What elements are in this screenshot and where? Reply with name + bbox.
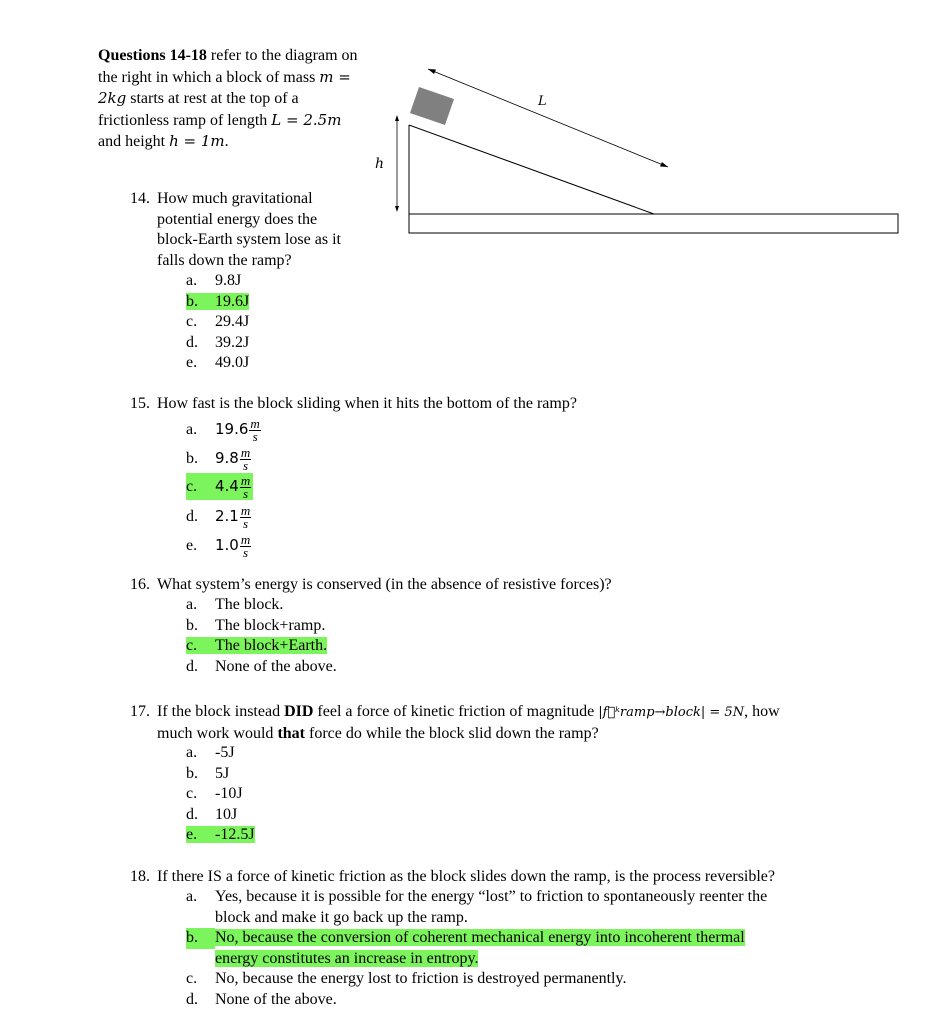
question-14	[130, 189, 357, 271]
q16-options	[186, 595, 337, 677]
intro-lead: Questions 14-18	[98, 47, 207, 64]
question-17: 17. If the block instead DID feel a force of kinetic friction of magnitude |f⃗ᵏramp→block| = 5N, how much work would that force do while the block slid down the ramp?	[130, 703, 780, 742]
option-b[interactable]	[186, 292, 249, 313]
option-b[interactable]: b. The block+ramp.	[186, 616, 326, 634]
correct-highlight: c. 4.4 $\frac{m}{s}$	[186, 473, 253, 500]
correct-highlight: c. The block+Earth.	[186, 637, 328, 654]
option-b[interactable]: b. 9.8 $\frac{m}{s}$	[186, 444, 251, 473]
q17-options	[186, 743, 255, 846]
option-c[interactable]	[186, 472, 261, 502]
question-number: 18.	[130, 868, 150, 885]
option-d[interactable]: d. 2.1 $\frac{m}{s}$	[186, 502, 251, 531]
option-d[interactable]: d. 10J	[186, 805, 238, 823]
question-15	[130, 394, 577, 415]
correct-highlight: b. 19.6J	[186, 292, 250, 310]
question-text: How fast is the block sliding when it hits the bottom of the ramp?	[157, 395, 577, 412]
height-arrow-head-bottom	[395, 206, 399, 212]
friction-expr: |f⃗ᵏramp→block| = 5N	[598, 705, 745, 720]
intro-paragraph: Questions 14-18 refer to the diagram on the right in which a block of mass m = 2kg starts at rest at the top of a frictionless ramp of length L = 2.5m and height h = 1m.	[98, 47, 358, 150]
ramp-incline	[409, 125, 654, 214]
height-label: h	[375, 156, 385, 172]
question-text: What system’s energy is conserved (in the absence of resistive forces)?	[157, 576, 612, 593]
option-c[interactable]: c. No, because the energy lost to friction is destroyed permanently.	[186, 970, 627, 987]
q14-options	[186, 271, 249, 374]
option-b[interactable]: b. No, because the conversion of coherent mechanical energy into incoherent thermal energy constitutes an increase in entropy.	[186, 929, 745, 967]
option-a[interactable]: a. 19.6 $\frac{m}{s}$	[186, 415, 260, 444]
option-a[interactable]: a. Yes, because it is possible for the energy “lost” to friction to spontaneously reenter the block and make it go back up the ramp.	[186, 888, 768, 926]
mass-expr: m = 2kg	[98, 67, 351, 107]
length-arrow-line	[428, 69, 668, 167]
height-expr: h = 1m	[169, 132, 225, 150]
question-number: 14.	[130, 190, 150, 207]
correct-highlight: e. -12.5J	[186, 826, 255, 843]
q15-options	[186, 414, 261, 560]
question-number: 16.	[130, 576, 150, 593]
option-d[interactable]: d. None of the above.	[186, 657, 337, 675]
ramp-diagram	[370, 55, 910, 240]
option-c[interactable]: c. -10J	[186, 785, 243, 802]
q18-options	[186, 887, 767, 1010]
question-number: 17.	[130, 703, 150, 720]
question-16	[130, 575, 612, 596]
option-b[interactable]: b. 5J	[186, 764, 230, 782]
option-a[interactable]: a. The block.	[186, 596, 284, 613]
question-text: If there IS a force of kinetic friction as the block slides down the ramp, is the process reversible?	[157, 868, 776, 885]
option-e[interactable]	[186, 825, 255, 846]
question-number: 15.	[130, 395, 150, 412]
length-arrow-head-left	[428, 69, 436, 74]
length-arrow-head-right	[660, 162, 668, 167]
option-e[interactable]: e. 1.0 $\frac{m}{s}$	[186, 531, 251, 560]
option-d[interactable]: d. None of the above.	[186, 990, 337, 1008]
ground	[409, 214, 898, 233]
option-e[interactable]: e. 49.0J	[186, 354, 250, 371]
question-text: How much gravitational potential energy does the block-Earth system lose as it falls down the ramp?	[157, 190, 341, 269]
length-expr: L = 2.5m	[271, 110, 342, 129]
block	[410, 87, 454, 125]
option-a[interactable]: a. 9.8J	[186, 272, 242, 289]
option-c[interactable]	[186, 636, 337, 657]
height-arrow-head-top	[395, 115, 399, 121]
option-c[interactable]: c. 29.4J	[186, 313, 250, 330]
question-18	[130, 867, 775, 888]
length-label: L	[538, 94, 547, 109]
option-a[interactable]: a. -5J	[186, 744, 235, 761]
option-d[interactable]: d. 39.2J	[186, 333, 250, 351]
